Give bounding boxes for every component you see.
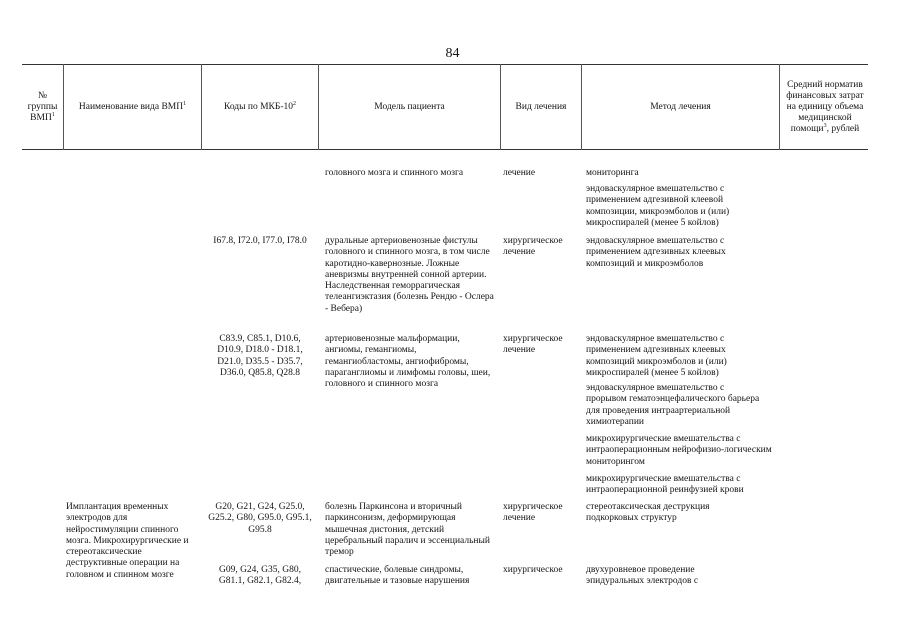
r4-treatment-type: хирургическое лечение — [503, 502, 563, 524]
header-icd-codes: Коды по МКБ-$10^2$ — [223, 100, 297, 112]
r4-vmp-name: Имплантация временных электродов для нейростимуляции спинного мозга. Микрохирургические и стереотаксические деструктивные операции на головном и спинном мозге — [66, 502, 189, 580]
r5-method-1: двухуровневое проведение эпидуральных электродов с — [586, 565, 699, 587]
r3-icd-codes: C83.9, C85.1, D10.6, D10.9, D18.0 - D18.1, D21.0, D35.5 - D35.7, D36.0, Q85.8, Q28.8 — [217, 334, 303, 378]
header-bottom-rule — [22, 149, 868, 150]
r5-icd-codes: G09, G24, G35, G80, G81.1, G82.1, G82.4, — [218, 565, 302, 587]
r3-treatment-type: хирургическое лечение — [503, 334, 563, 356]
page-number: 84 — [445, 46, 460, 61]
r4-patient-model: болезнь Паркинсона и вторичный паркинсонизм, деформирующая мышечная дистония, детский церебральный паралич и эссенциальный тремор — [325, 502, 490, 558]
r2-icd-codes: I67.8, I72.0, I77.0, I78.0 — [213, 236, 307, 246]
header-treatment-method: Метод лечения — [650, 101, 711, 112]
r3-patient-model: артериовенозные мальформации, ангиомы, гемангиомы, гемангиобластомы, ангиофибромы, параганглиомы и лимфомы головы, шеи, головного и спинного мозга — [325, 334, 491, 390]
r4-icd-codes: G20, G21, G24, G25.0, G25.2, G80, G95.0, G95.1, G95.8 — [208, 502, 312, 535]
r3-method-3: микрохирургические вмешательства с интраоперационным нейрофизио-логическим мониторингом — [586, 434, 772, 467]
header-group-no: № группы ВМП$^1$ — [27, 90, 58, 123]
r1-method-2: эндоваскулярное вмешательство с применением адгезивной клеевой композиции, микроэмболов и (или) микроспиралей (менее 5 койлов) — [586, 184, 730, 228]
r2-patient-model: дуральные артериовенозные фистулы головного и спинного мозга, в том числе каротидно-кавернозные. Ложные аневризмы внутренней сонной артерии. Наследственная геморрагическая телеангиэктазия (болезнь Рендю - Ослера - Вебера) — [325, 236, 494, 314]
r5-patient-model: спастические, болевые синдромы, двигательные и тазовые нарушения — [325, 565, 470, 587]
header-treatment-type: Вид лечения — [515, 101, 567, 112]
r2-treatment-type: хирургическое лечение — [503, 236, 563, 258]
r1-method-1: мониторинга — [586, 168, 639, 178]
r2-method-1: эндоваскулярное вмешательство с применением адгезивных клеевых композиций и микроэмболов — [586, 236, 726, 269]
r1-patient-model: головного мозга и спинного мозга — [325, 168, 464, 178]
r5-treatment-type: хирургическое — [503, 565, 563, 575]
r4-method-1: стереотаксическая деструкция подкорковых структур — [586, 502, 710, 524]
header-vmp-name: Наименование вида ВМП$^1$ — [78, 100, 187, 112]
r3-method-2: эндоваскулярное вмешательство с прорывом гематоэнцефалического барьера для проведения интраартериальной химиотерапии — [586, 383, 760, 427]
r1-treatment-type: лечение — [503, 168, 536, 178]
r3-method-1: эндоваскулярное вмешательство с применением адгезивных клеевых композиций микроэмболов и (или) микроспиралей (менее 5 койлов) — [586, 334, 727, 378]
r3-method-4: микрохирургические вмешательства с интраоперационной реинфузией крови — [586, 474, 744, 496]
header-patient-model: Модель пациента — [374, 101, 445, 112]
header-cost-norm: Средний норматив финансовых затрат на единицу объема медицинской помощи$^3$, рублей — [786, 79, 864, 134]
col-divider-6 — [779, 64, 780, 150]
